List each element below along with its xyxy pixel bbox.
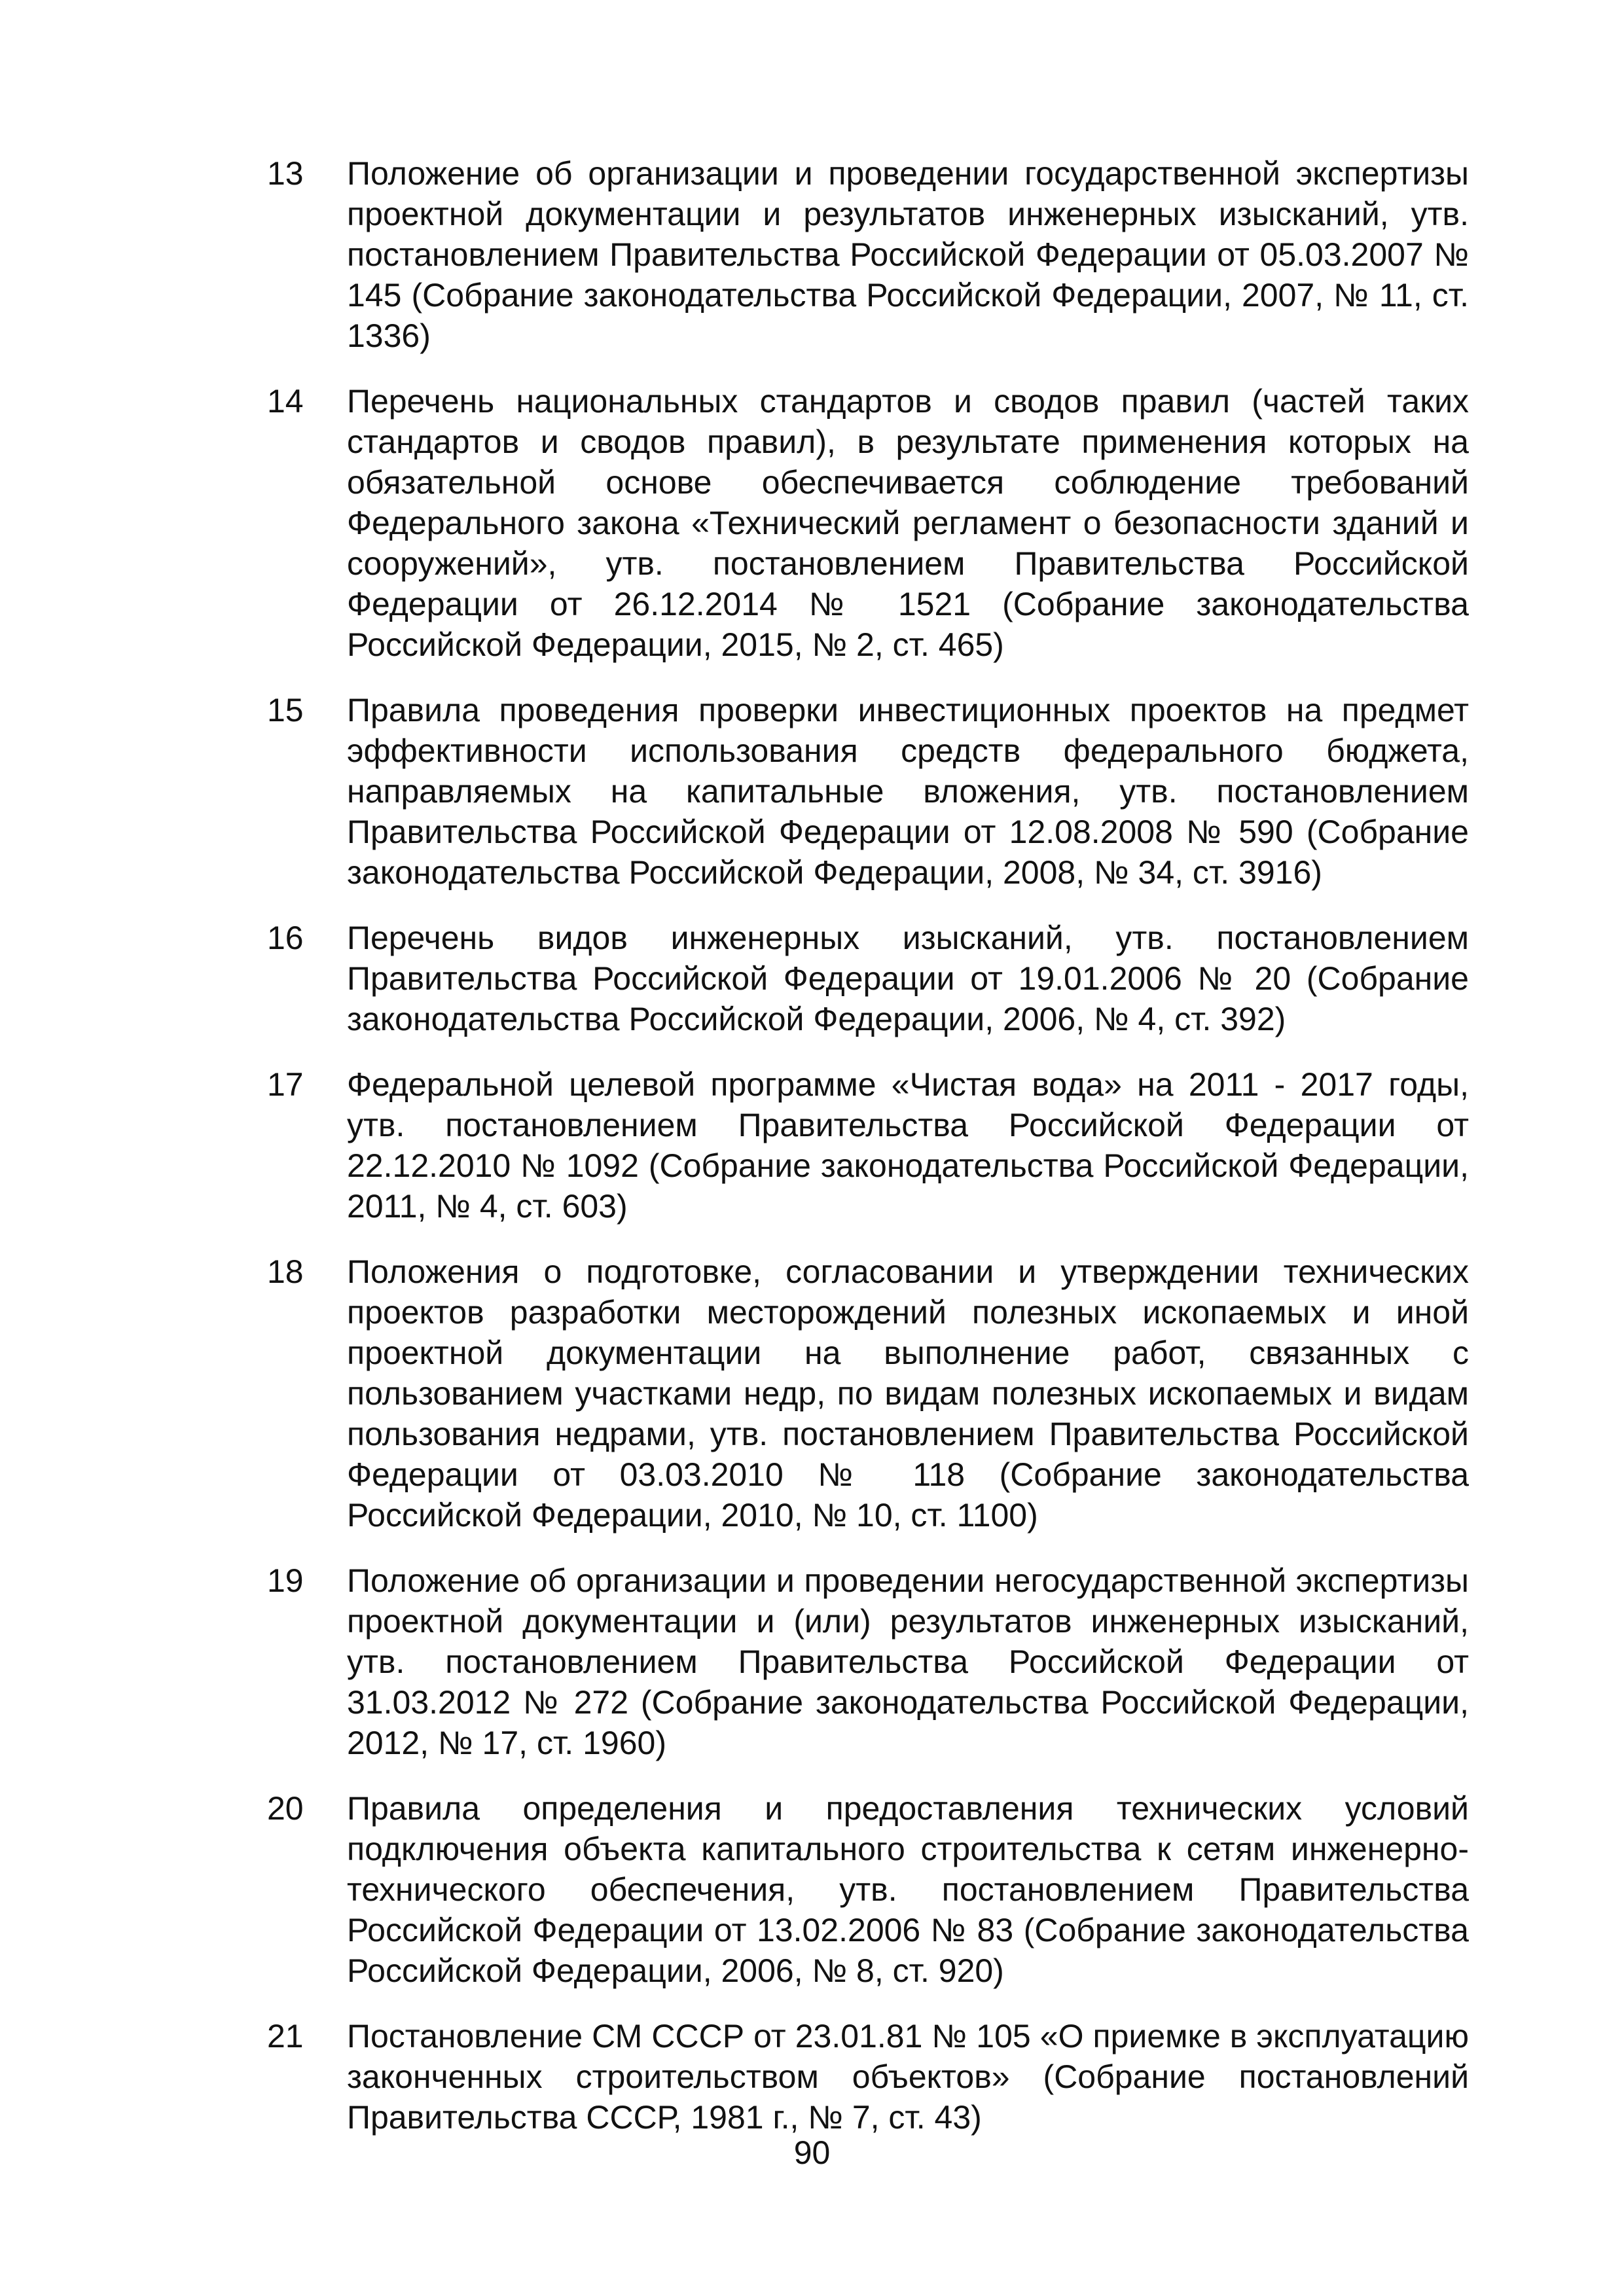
reference-text: Перечень национальных стандартов и сводов правил (частей таких стандартов и сводов правил), в результате применения которых на обязательной основе обеспечивается соблюдение требований Федерального закона «Технический регламент о безопасности зданий и сооружений», утв. постановлением Правительства Российской Федерации от 26.12.2014 № 1521 (Собрание законодательства Российской Федерации, 2015, № 2, ст. 465) <box>347 383 1469 663</box>
reference-item-13 <box>267 153 1469 356</box>
page-number: 90 <box>793 2134 831 2171</box>
reference-text: Положение об организации и проведении негосударственной экспертизы проектной документации и (или) результатов инженерных изысканий, утв. постановлением Правительства Российской Федерации от 31.03.2012 № 272 (Собрание законодательства Российской Федерации, 2012, № 17, ст. 1960) <box>347 1562 1469 1761</box>
reference-text: Правила проведения проверки инвестиционных проектов на предмет эффективности использования средств федерального бюджета, направляемых на капитальные вложения, утв. постановлением Правительства Российской Федерации от 12.08.2008 № 590 (Собрание законодательства Российской Федерации, 2008, № 34, ст. 3916) <box>347 692 1469 891</box>
reference-text: Положение об организации и проведении государственной экспертизы проектной документации и результатов инженерных изысканий, утв. постановлением Правительства Российской Федерации от 05.03.2007 № 145 (Собрание законодательства Российской Федерации, 2007, № 11, ст. 1336) <box>347 155 1469 354</box>
reference-number: 14 <box>267 383 304 420</box>
reference-item-17 <box>267 1064 1469 1227</box>
reference-text: Положения о подготовке, согласовании и утверждении технических проектов разработки месторождений полезных ископаемых и иной проектной документации на выполнение работ, связанных с пользованием участками недр, по видам полезных ископаемых и видам пользования недрами, утв. постановлением Правительства Российской Федерации от 03.03.2010 № 118 (Собрание законодательства Российской Федерации, 2010, № 10, ст. 1100) <box>347 1253 1469 1534</box>
reference-item-19 <box>267 1560 1469 1763</box>
reference-number: 19 <box>267 1562 304 1599</box>
reference-text: Постановление СМ СССР от 23.01.81 № 105 «О приемке в эксплуатацию законченных строительством объектов» (Собрание постановлений Правительства СССР, 1981 г., № 7, ст. 43) <box>347 2018 1469 2136</box>
reference-number: 15 <box>267 692 304 728</box>
reference-item-20 <box>267 1788 1469 1991</box>
reference-text: Правила определения и предоставления технических условий подключения объекта капитального строительства к сетям инженерно-технического обеспечения, утв. постановлением Правительства Российской Федерации от 13.02.2006 № 83 (Собрание законодательства Российской Федерации, 2006, № 8, ст. 920) <box>347 1790 1469 1989</box>
reference-number: 18 <box>267 1253 304 1290</box>
reference-item-14 <box>267 381 1469 665</box>
reference-item-21 <box>267 2016 1469 2138</box>
reference-list <box>267 153 1469 2162</box>
reference-number: 21 <box>267 2018 304 2054</box>
reference-number: 16 <box>267 920 304 956</box>
reference-text: Федеральной целевой программе «Чистая вода» на 2011 - 2017 годы, утв. постановлением Правительства Российской Федерации от 22.12.2010 № 1092 (Собрание законодательства Российской Федерации, 2011, № 4, ст. 603) <box>347 1066 1469 1225</box>
reference-number: 17 <box>267 1066 304 1103</box>
reference-item-16 <box>267 918 1469 1039</box>
reference-number: 20 <box>267 1790 304 1827</box>
reference-item-15 <box>267 690 1469 893</box>
reference-item-18 <box>267 1251 1469 1535</box>
reference-text: Перечень видов инженерных изысканий, утв. постановлением Правительства Российской Федерации от 19.01.2006 № 20 (Собрание законодательства Российской Федерации, 2006, № 4, ст. 392) <box>347 920 1469 1037</box>
reference-number: 13 <box>267 155 304 192</box>
